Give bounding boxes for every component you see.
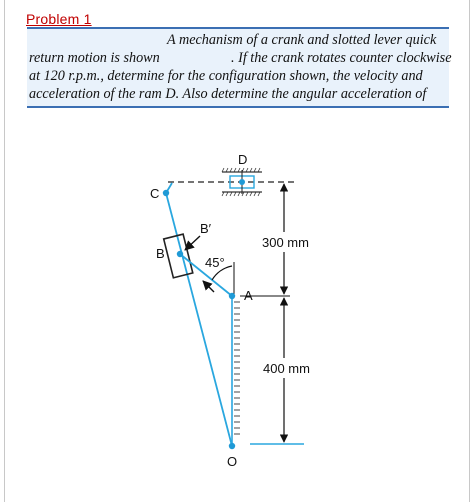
dimension-label-300: 300 mm [262,235,309,250]
label-angle: 45° [205,255,225,270]
problem-line-4: acceleration of the ram D. Also determine the angular acceleration of [29,86,427,102]
label-c: C [150,186,160,201]
pin-a [229,293,235,299]
problem-line-1: A mechanism of a crank and slotted lever quick [167,32,437,48]
label-b: B [156,246,165,261]
fixed-link-ao [232,262,240,446]
problem-heading: Problem 1 [26,11,92,27]
dimension-label-400: 400 mm [263,361,310,376]
slotted-lever [166,193,232,446]
ram-d-pin [239,179,245,185]
label-b-prime: B′ [200,221,212,236]
pin-b [177,251,183,257]
problem-line-2b: . If the crank rotates counter clockwise [231,50,452,66]
arrow-b-prime [185,236,200,250]
rotation-arrow [203,281,214,292]
label-d: D [238,152,248,167]
label-a: A [244,288,253,303]
pin-o [229,443,235,449]
label-o: O [227,454,238,469]
problem-line-2a: return motion is shown [29,50,160,66]
problem-line-3: at 120 r.p.m., determine for the configuration shown, the velocity and [29,68,423,84]
pin-c [163,190,169,196]
